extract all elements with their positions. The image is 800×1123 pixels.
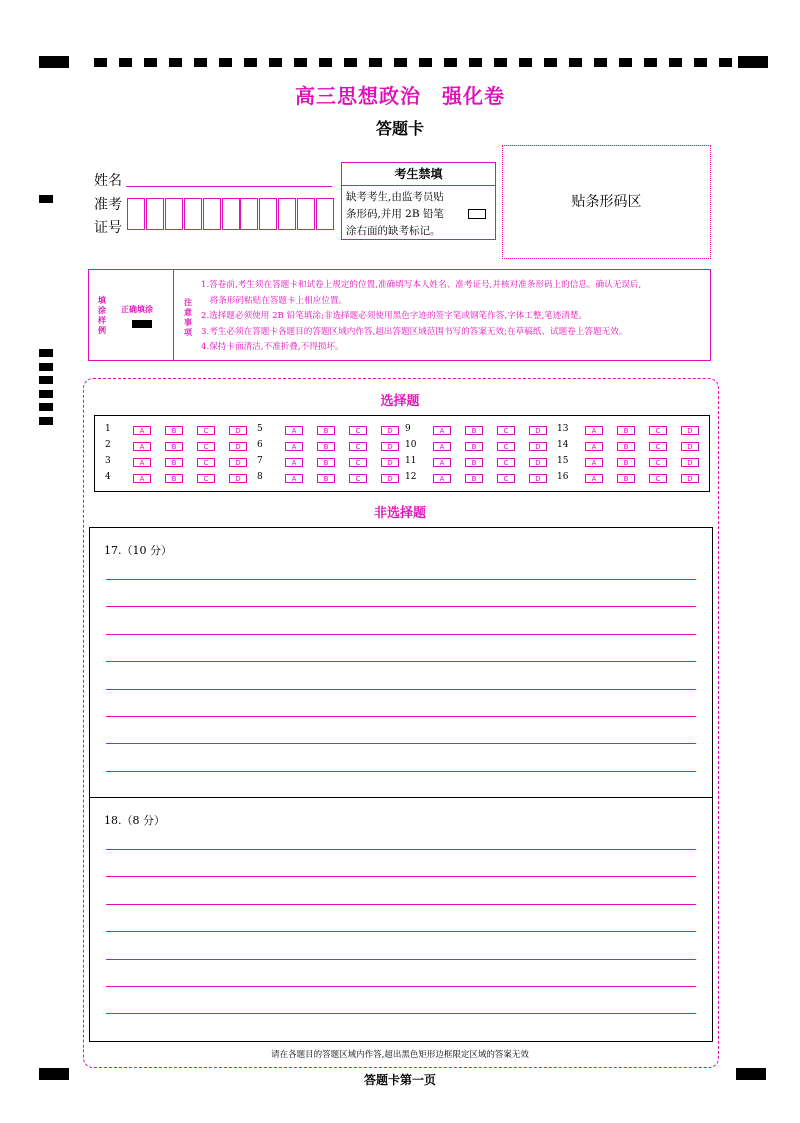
option-bubble-c[interactable]: C: [649, 458, 667, 467]
timing-mark-left: [39, 417, 53, 425]
timing-dash: [644, 58, 657, 67]
option-bubble-d[interactable]: D: [229, 426, 247, 435]
option-bubble-d[interactable]: D: [681, 442, 699, 451]
option-bubble-a[interactable]: A: [133, 442, 151, 451]
option-bubble-b[interactable]: B: [165, 426, 183, 435]
timing-dash: [469, 58, 482, 67]
multiple-choice-title: 选择题: [380, 394, 420, 409]
option-bubble-d[interactable]: D: [229, 442, 247, 451]
option-bubble-b[interactable]: B: [465, 426, 483, 435]
writing-line[interactable]: [106, 716, 696, 717]
writing-line[interactable]: [106, 771, 696, 772]
writing-line[interactable]: [106, 876, 696, 877]
id-digit-cell[interactable]: [222, 198, 240, 230]
option-bubble-b[interactable]: B: [465, 442, 483, 451]
id-digit-cell[interactable]: [240, 198, 258, 230]
timing-dash: [519, 58, 532, 67]
option-bubble-c[interactable]: C: [197, 442, 215, 451]
option-bubble-a[interactable]: A: [433, 426, 451, 435]
timing-dash: [694, 58, 707, 67]
option-bubble-d[interactable]: D: [529, 458, 547, 467]
timing-dash: [344, 58, 357, 67]
id-label-line1: 准考: [94, 197, 122, 213]
id-digit-cell[interactable]: [259, 198, 277, 230]
writing-line[interactable]: [106, 579, 696, 580]
timing-dash: [719, 58, 732, 67]
question-number: 16: [557, 472, 569, 482]
timing-mark-left-1: [39, 195, 53, 203]
timing-dash: [294, 58, 307, 67]
option-bubble-c[interactable]: C: [349, 458, 367, 467]
option-bubble-b[interactable]: B: [165, 458, 183, 467]
option-bubble-b[interactable]: B: [617, 442, 635, 451]
answer-box-q17[interactable]: [89, 527, 713, 798]
page-subtitle: 答题卡: [375, 119, 424, 138]
timing-mark-top-right: [738, 56, 768, 68]
option-bubble-b[interactable]: B: [317, 426, 335, 435]
question-number: 12: [405, 472, 417, 482]
option-bubble-b[interactable]: B: [317, 474, 335, 483]
question-number: 1: [105, 424, 111, 434]
notes-label: 注意事项: [184, 298, 192, 337]
timing-dash: [369, 58, 382, 67]
option-bubble-a[interactable]: A: [285, 458, 303, 467]
timing-dash: [544, 58, 557, 67]
option-bubble-b[interactable]: B: [465, 474, 483, 483]
option-bubble-d[interactable]: D: [529, 474, 547, 483]
option-bubble-d[interactable]: D: [381, 426, 399, 435]
option-bubble-d[interactable]: D: [381, 458, 399, 467]
timing-dash: [194, 58, 207, 67]
notice-box: [88, 269, 711, 361]
question-number: 13: [557, 424, 569, 434]
option-bubble-c[interactable]: C: [649, 442, 667, 451]
option-bubble-c[interactable]: C: [497, 442, 515, 451]
question-number: 11: [405, 456, 417, 466]
id-digit-cell[interactable]: [278, 198, 296, 230]
option-bubble-a[interactable]: A: [133, 426, 151, 435]
non-choice-title: 非选择题: [373, 506, 426, 521]
question-label: 18.（8 分）: [104, 814, 165, 827]
writing-line[interactable]: [106, 1013, 696, 1014]
option-bubble-c[interactable]: C: [197, 458, 215, 467]
option-bubble-c[interactable]: C: [197, 426, 215, 435]
question-number: 15: [557, 456, 569, 466]
option-bubble-a[interactable]: A: [285, 426, 303, 435]
option-bubble-c[interactable]: C: [349, 426, 367, 435]
timing-dash: [94, 58, 107, 67]
timing-dash: [594, 58, 607, 67]
question-number: 6: [257, 440, 263, 450]
timing-dash: [319, 58, 332, 67]
timing-dash: [444, 58, 457, 67]
question-number: 2: [105, 440, 111, 450]
question-number: 9: [405, 424, 411, 434]
option-bubble-c[interactable]: C: [497, 458, 515, 467]
name-field[interactable]: [126, 186, 332, 187]
fill-example-label: 填涂样例: [98, 296, 106, 335]
option-bubble-d[interactable]: D: [681, 474, 699, 483]
question-number: 14: [557, 440, 569, 450]
exam-taker-heading: 考生禁填: [342, 163, 495, 186]
option-bubble-b[interactable]: B: [165, 474, 183, 483]
notice-item: 4.保持卡面清洁,不准折叠,不得损坏。: [201, 342, 344, 352]
notice-item: 2.选择题必须使用 2B 铅笔填涂;非选择题必须使用黑色字迹的签字笔或钢笔作答,字体工整,笔迹清楚。: [201, 311, 588, 321]
id-digit-cell[interactable]: [127, 198, 145, 230]
timing-dash: [169, 58, 182, 67]
timing-dash: [244, 58, 257, 67]
question-number: 4: [105, 472, 111, 482]
notice-item: 将条形码粘贴在答题卡上相应位置。: [201, 295, 348, 306]
id-digit-cell[interactable]: [316, 198, 334, 230]
notice-item: 3.考生必须在答题卡各题目的答题区域内作答,超出答题区域范围书写的答案无效;在草稿纸、试题卷上答题无效。: [201, 326, 628, 337]
option-bubble-c[interactable]: C: [349, 474, 367, 483]
option-bubble-c[interactable]: C: [349, 442, 367, 451]
writing-line[interactable]: [106, 986, 696, 987]
correct-fill-sample: [132, 320, 152, 328]
footer-note: 请在各题目的答题区域内作答,超出黑色矩形边框限定区域的答案无效: [271, 1050, 529, 1060]
correct-fill-label: 正确填涂: [121, 305, 153, 314]
id-digit-cell[interactable]: [297, 198, 315, 230]
option-bubble-a[interactable]: A: [433, 474, 451, 483]
barcode-area[interactable]: 贴条形码区: [502, 145, 711, 259]
option-bubble-d[interactable]: D: [381, 474, 399, 483]
footer-page-label: 答题卡第一页: [363, 1073, 436, 1087]
option-bubble-a[interactable]: A: [433, 458, 451, 467]
id-digit-cell[interactable]: [203, 198, 221, 230]
writing-line[interactable]: [106, 689, 696, 690]
question-number: 7: [257, 456, 263, 466]
timing-dash: [419, 58, 432, 67]
answer-box-q18[interactable]: [89, 797, 713, 1042]
id-digit-cell[interactable]: [146, 198, 164, 230]
option-bubble-c[interactable]: C: [497, 474, 515, 483]
option-bubble-a[interactable]: A: [585, 474, 603, 483]
timing-dash: [669, 58, 682, 67]
option-bubble-a[interactable]: A: [285, 474, 303, 483]
writing-line[interactable]: [106, 743, 696, 744]
exam-taker-text: 缺考考生,由监考员贴 条形码,并用 2B 铅笔 涂右面的缺考标记。: [346, 191, 444, 237]
question-number: 10: [405, 440, 417, 450]
absence-mark-box[interactable]: [468, 209, 486, 219]
timing-dash: [569, 58, 582, 67]
id-digit-cell[interactable]: [184, 198, 202, 230]
id-digit-cell[interactable]: [165, 198, 183, 230]
notice-item: 1.答卷前,考生须在答题卡和试卷上规定的位置,准确填写本人姓名、准考证号,并核对准条形码上的信息。确认无误后,: [201, 280, 642, 290]
question-number: 5: [257, 424, 263, 434]
writing-line[interactable]: [106, 931, 696, 932]
option-bubble-b[interactable]: B: [617, 458, 635, 467]
question-label: 17.（10 分）: [104, 544, 172, 557]
timing-dash: [119, 58, 132, 67]
option-bubble-d[interactable]: D: [229, 474, 247, 483]
notice-divider-1: [173, 270, 174, 360]
question-number: 8: [257, 472, 263, 482]
timing-dash: [494, 58, 507, 67]
option-bubble-d[interactable]: D: [681, 458, 699, 467]
writing-line[interactable]: [106, 849, 696, 850]
timing-mark-top-left: [39, 56, 69, 68]
timing-mark-left: [39, 363, 53, 371]
option-bubble-a[interactable]: A: [433, 442, 451, 451]
question-number: 3: [105, 456, 111, 466]
name-label: 姓名: [94, 173, 122, 189]
exam-taker-box: [341, 162, 496, 240]
timing-dash: [619, 58, 632, 67]
option-bubble-b[interactable]: B: [617, 474, 635, 483]
option-bubble-c[interactable]: C: [649, 426, 667, 435]
option-bubble-a[interactable]: A: [585, 442, 603, 451]
option-bubble-b[interactable]: B: [317, 458, 335, 467]
option-bubble-a[interactable]: A: [585, 458, 603, 467]
option-bubble-b[interactable]: B: [465, 458, 483, 467]
option-bubble-d[interactable]: D: [681, 426, 699, 435]
option-bubble-c[interactable]: C: [197, 474, 215, 483]
option-bubble-d[interactable]: D: [529, 442, 547, 451]
option-bubble-d[interactable]: D: [529, 426, 547, 435]
writing-line[interactable]: [106, 661, 696, 662]
timing-mark-left: [39, 349, 53, 357]
multiple-choice-box: [94, 415, 710, 492]
writing-line[interactable]: [106, 606, 696, 607]
timing-dash: [144, 58, 157, 67]
writing-line[interactable]: [106, 904, 696, 905]
option-bubble-a[interactable]: A: [133, 458, 151, 467]
writing-line[interactable]: [106, 959, 696, 960]
timing-dash: [219, 58, 232, 67]
id-label-line2: 证号: [94, 220, 122, 236]
timing-mark-left: [39, 376, 53, 384]
option-bubble-a[interactable]: A: [585, 426, 603, 435]
option-bubble-d[interactable]: D: [229, 458, 247, 467]
option-bubble-a[interactable]: A: [285, 442, 303, 451]
option-bubble-a[interactable]: A: [133, 474, 151, 483]
option-bubble-b[interactable]: B: [617, 426, 635, 435]
option-bubble-d[interactable]: D: [381, 442, 399, 451]
option-bubble-b[interactable]: B: [317, 442, 335, 451]
page-title: 高三思想政治 强化卷: [295, 84, 505, 108]
timing-dash: [269, 58, 282, 67]
option-bubble-c[interactable]: C: [649, 474, 667, 483]
option-bubble-b[interactable]: B: [165, 442, 183, 451]
option-bubble-c[interactable]: C: [497, 426, 515, 435]
timing-dash: [394, 58, 407, 67]
writing-line[interactable]: [106, 634, 696, 635]
